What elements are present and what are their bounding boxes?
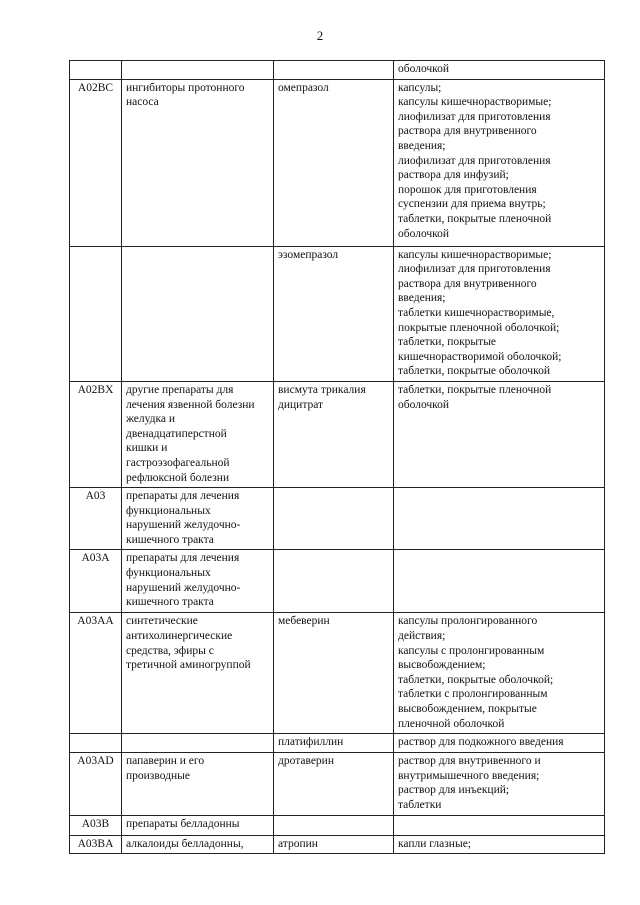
drug-name-cell [274, 734, 394, 753]
atc-group-cell [122, 613, 274, 734]
atc-group-cell [122, 488, 274, 550]
dosage-form-line: высвобождением, покрытые [398, 703, 537, 716]
dosage-form-line: введения; [398, 139, 446, 152]
dosage-form-line: раствор для внутривенного и [398, 755, 541, 768]
dosage-form-line: капсулы кишечнорастворимые; [398, 96, 552, 109]
dosage-form-cell [394, 613, 605, 734]
dosage-form-line: лиофилизат для приготовления [398, 263, 551, 276]
drug-name-cell [274, 488, 394, 550]
drug-name-cell [274, 61, 394, 80]
dosage-form-line: капсулы; [398, 81, 442, 94]
drug-name-cell [274, 79, 394, 246]
atc-group-line: кишечного тракта [126, 596, 214, 609]
dosage-form-line: таблетки кишечнорастворимые, [398, 306, 555, 319]
atc-code-line: A03AA [77, 615, 114, 628]
dosage-form-cell [394, 753, 605, 815]
dosage-form-line: таблетки, покрытые [398, 336, 497, 349]
dosage-form-line: раствор для подкожного введения [398, 736, 564, 749]
dosage-form-line: оболочкой [398, 398, 450, 411]
atc-group-line: препараты для лечения [126, 552, 240, 565]
atc-group-cell [122, 550, 274, 613]
drug-name-line: платифиллин [278, 736, 344, 749]
atc-group-line: синтетические [126, 615, 198, 628]
table-row [70, 381, 605, 487]
dosage-form-line: высвобождением; [398, 659, 486, 672]
dosage-form-line: капсулы кишечнорастворимые; [398, 248, 552, 261]
dosage-form-cell [394, 61, 605, 80]
atc-group-line: папаверин и его [126, 755, 205, 768]
atc-group-line: нарушений желудочно- [126, 519, 241, 532]
table-body [70, 61, 605, 854]
atc-group-line: алкалоиды белладонны, [126, 837, 244, 850]
atc-code-cell [70, 815, 122, 835]
dosage-form-cell [394, 488, 605, 550]
dosage-form-line: таблетки с пролонгированным [398, 688, 548, 701]
dosage-form-cell [394, 734, 605, 753]
atc-code-cell [70, 835, 122, 854]
dosage-form-line: капсулы с пролонгированным [398, 644, 545, 657]
dosage-form-line: таблетки, покрытые оболочкой [398, 365, 550, 378]
dosage-form-cell [394, 381, 605, 487]
dosage-form-line: кишечнорастворимой оболочкой; [398, 350, 562, 363]
dosage-form-line: раствора для внутривенного [398, 125, 537, 138]
atc-group-line: функциональных [126, 504, 211, 517]
table-row [70, 246, 605, 381]
dosage-form-cell [394, 550, 605, 613]
dosage-form-line: действия; [398, 630, 446, 643]
dosage-form-line: оболочкой [398, 227, 450, 240]
drug-name-cell [274, 246, 394, 381]
drug-name-line: дротаверин [278, 755, 334, 768]
atc-code-line: A03B [81, 817, 110, 830]
drug-name-cell [274, 613, 394, 734]
dosage-form-cell [394, 246, 605, 381]
dosage-form-line: внутримышечного введения; [398, 769, 540, 782]
dosage-form-line: лиофилизат для приготовления [398, 110, 551, 123]
atc-group-cell [122, 815, 274, 835]
atc-group-line: антихолинергические [126, 630, 233, 643]
atc-group-line: двенадцатиперстной [126, 427, 227, 440]
dosage-form-line: оболочкой [398, 63, 450, 75]
dosage-form-line: таблетки, покрытые пленочной [398, 383, 552, 396]
dosage-form-line: пленочной оболочкой [398, 717, 505, 730]
atc-group-line: нарушений желудочно- [126, 581, 241, 594]
dosage-form-line: капли глазные; [398, 837, 471, 850]
atc-code-cell [70, 246, 122, 381]
atc-code-line: A02BX [77, 383, 114, 396]
table-row [70, 613, 605, 734]
table-row [70, 734, 605, 753]
atc-group-cell [122, 246, 274, 381]
atc-group-line: функциональных [126, 567, 211, 580]
page-number: 2 [316, 28, 324, 43]
table-row [70, 753, 605, 815]
drug-name-line: дицитрат [278, 398, 324, 411]
atc-code-line: A02BC [77, 81, 114, 94]
atc-group-line: производные [126, 769, 190, 782]
drug-name-line: мебеверин [278, 615, 330, 628]
dosage-form-line: порошок для приготовления [398, 183, 537, 196]
atc-group-line: гастроэзофагеальной [126, 456, 230, 469]
drug-name-cell [274, 381, 394, 487]
dosage-form-line: раствора для внутривенного [398, 277, 537, 290]
drug-name-cell [274, 815, 394, 835]
dosage-form-line: лиофилизат для приготовления [398, 154, 551, 167]
table-row [70, 815, 605, 835]
dosage-form-line: таблетки [398, 799, 442, 811]
drug-name-line: омепразол [278, 81, 329, 94]
dosage-form-line: раствора для инфузий; [398, 169, 509, 182]
atc-group-cell [122, 835, 274, 854]
atc-group-line: средства, эфиры с [126, 644, 214, 657]
dosage-form-cell [394, 815, 605, 835]
atc-group-cell [122, 79, 274, 246]
atc-code-line: A03A [81, 552, 110, 565]
drug-name-line: висмута трикалия [278, 383, 366, 396]
atc-code-line: A03 [85, 490, 106, 503]
dosage-form-line: покрытые пленочной оболочкой; [398, 321, 560, 334]
dosage-form-cell [394, 835, 605, 854]
atc-code-cell [70, 734, 122, 753]
atc-group-line: насоса [126, 96, 159, 109]
atc-group-line: лечения язвенной болезни [126, 398, 255, 411]
atc-group-line: кишки и [126, 442, 168, 455]
dosage-form-line: введения; [398, 292, 446, 305]
table-row [70, 488, 605, 550]
atc-code-cell [70, 488, 122, 550]
atc-group-line: третичной аминогруппой [126, 659, 251, 672]
atc-code-cell [70, 381, 122, 487]
atc-code-cell [70, 753, 122, 815]
atc-group-cell [122, 753, 274, 815]
atc-code-cell [70, 613, 122, 734]
atc-group-line: препараты белладонны [126, 817, 240, 830]
drug-name-cell [274, 753, 394, 815]
drug-name-cell [274, 550, 394, 613]
table-row [70, 550, 605, 613]
drug-name-line: атропин [278, 837, 318, 850]
drug-name-cell [274, 835, 394, 854]
dosage-form-line: капсулы пролонгированного [398, 615, 538, 628]
table-row [70, 61, 605, 80]
atc-code-cell [70, 550, 122, 613]
atc-group-cell [122, 61, 274, 80]
atc-group-line: желудка и [126, 413, 176, 426]
table-row [70, 835, 605, 854]
table-row [70, 79, 605, 246]
dosage-form-line: суспензии для приема внутрь; [398, 198, 546, 211]
dosage-form-line: раствор для инъекций; [398, 784, 510, 797]
atc-code-line: A03AD [77, 755, 114, 768]
atc-group-line: препараты для лечения [126, 490, 240, 503]
drug-table [69, 60, 605, 854]
atc-code-line: A03BA [77, 837, 114, 850]
dosage-form-line: таблетки, покрытые пленочной [398, 212, 552, 225]
atc-group-cell [122, 734, 274, 753]
atc-code-cell [70, 61, 122, 80]
atc-group-line: другие препараты для [126, 383, 234, 396]
atc-group-line: ингибиторы протонного [126, 81, 245, 94]
drug-name-line: эзомепразол [278, 248, 339, 261]
dosage-form-cell [394, 79, 605, 246]
atc-group-line: рефлюксной болезни [126, 471, 230, 484]
dosage-form-line: таблетки, покрытые оболочкой; [398, 673, 554, 686]
atc-group-cell [122, 381, 274, 487]
atc-group-line: кишечного тракта [126, 533, 214, 546]
atc-code-cell [70, 79, 122, 246]
